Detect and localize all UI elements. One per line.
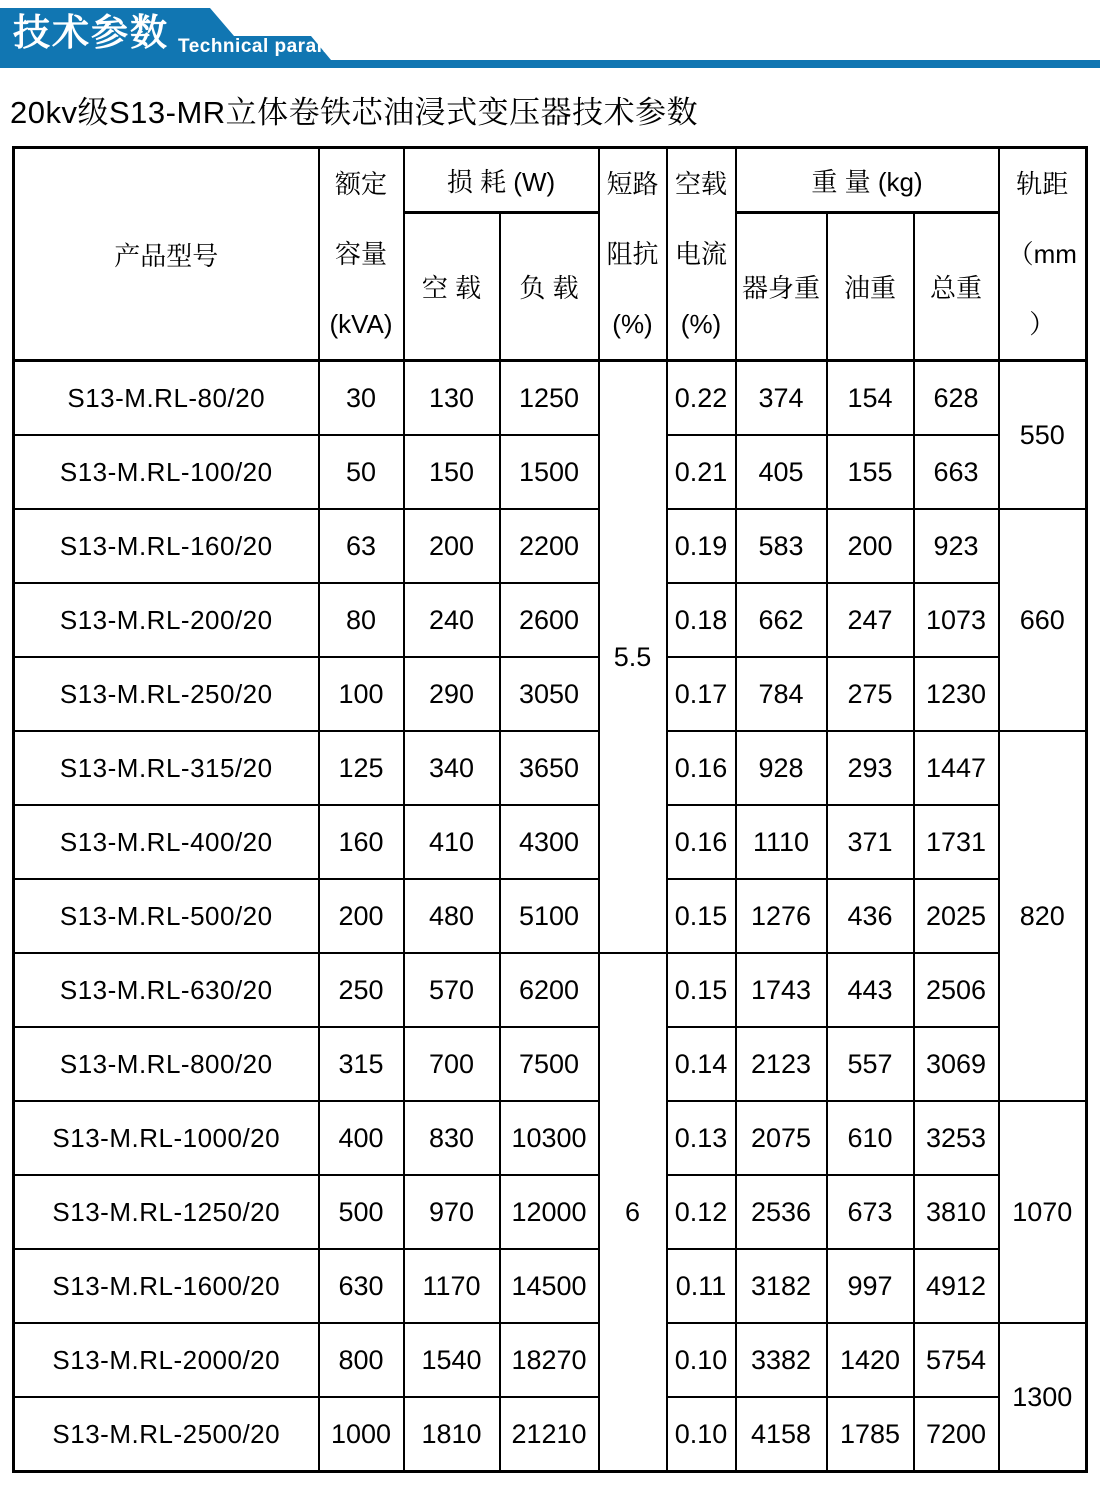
- header-capacity-line-3: (kVA): [329, 309, 393, 339]
- noload-current-cell: 0.14: [667, 1027, 736, 1101]
- table-row: [14, 879, 1087, 953]
- capacity-cell: 63: [319, 509, 404, 583]
- body-weight-cell: 2075: [736, 1101, 827, 1175]
- noload-current-cell: 0.12: [667, 1175, 736, 1249]
- body-weight-cell: 1276: [736, 879, 827, 953]
- body-weight-cell: 583: [736, 509, 827, 583]
- header-weight-group: 重 量 (kg): [736, 148, 999, 213]
- table-row: [14, 1101, 1087, 1175]
- impedance-cell: 5.5: [599, 361, 667, 954]
- header-weight-oil: 油重: [827, 213, 914, 361]
- header-capacity: [319, 148, 404, 361]
- model-cell: S13-M.RL-2000/20: [14, 1323, 319, 1397]
- table-row: [14, 731, 1087, 805]
- capacity-cell: 160: [319, 805, 404, 879]
- header-noload-current-line-3: (%): [680, 309, 722, 339]
- oil-weight-cell: 443: [827, 953, 914, 1027]
- table-row: [14, 1027, 1087, 1101]
- model-cell: S13-M.RL-250/20: [14, 657, 319, 731]
- model-cell: S13-M.RL-1250/20: [14, 1175, 319, 1249]
- total-weight-cell: 5754: [914, 1323, 999, 1397]
- header-noload-current-line-1: 空载: [674, 169, 727, 199]
- banner-title-en: Technical parameter: [178, 36, 371, 57]
- gauge-cell: 1300: [999, 1323, 1087, 1472]
- header-loss-noload: 空 载: [404, 213, 500, 361]
- oil-weight-cell: 371: [827, 805, 914, 879]
- gauge-cell: 550: [999, 361, 1087, 510]
- spec-table-body: [14, 361, 1087, 1472]
- noload-loss-cell: 240: [404, 583, 500, 657]
- capacity-cell: 125: [319, 731, 404, 805]
- body-weight-cell: 1110: [736, 805, 827, 879]
- header-capacity-lines: [320, 149, 403, 359]
- table-row: [14, 361, 1087, 436]
- capacity-cell: 315: [319, 1027, 404, 1101]
- header-noload-current-lines: [668, 149, 735, 359]
- body-weight-cell: 3382: [736, 1323, 827, 1397]
- body-weight-cell: 1743: [736, 953, 827, 1027]
- table-row: [14, 1175, 1087, 1249]
- header-impedance: [599, 148, 667, 361]
- noload-current-cell: 0.10: [667, 1397, 736, 1472]
- table-row: [14, 805, 1087, 879]
- oil-weight-cell: 247: [827, 583, 914, 657]
- load-loss-cell: 7500: [500, 1027, 599, 1101]
- model-cell: S13-M.RL-160/20: [14, 509, 319, 583]
- model-cell: S13-M.RL-2500/20: [14, 1397, 319, 1472]
- noload-current-cell: 0.16: [667, 731, 736, 805]
- model-cell: S13-M.RL-200/20: [14, 583, 319, 657]
- load-loss-cell: 10300: [500, 1101, 599, 1175]
- load-loss-cell: 2200: [500, 509, 599, 583]
- oil-weight-cell: 155: [827, 435, 914, 509]
- noload-current-cell: 0.22: [667, 361, 736, 436]
- header-loss-group: 损 耗 (W): [404, 148, 599, 213]
- oil-weight-cell: 1785: [827, 1397, 914, 1472]
- total-weight-cell: 1731: [914, 805, 999, 879]
- body-weight-cell: 3182: [736, 1249, 827, 1323]
- total-weight-cell: 1230: [914, 657, 999, 731]
- model-cell: S13-M.RL-630/20: [14, 953, 319, 1027]
- oil-weight-cell: 1420: [827, 1323, 914, 1397]
- noload-loss-cell: 150: [404, 435, 500, 509]
- total-weight-cell: 3810: [914, 1175, 999, 1249]
- oil-weight-cell: 610: [827, 1101, 914, 1175]
- total-weight-cell: 1073: [914, 583, 999, 657]
- noload-current-cell: 0.21: [667, 435, 736, 509]
- body-weight-cell: 4158: [736, 1397, 827, 1472]
- capacity-cell: 250: [319, 953, 404, 1027]
- oil-weight-cell: 154: [827, 361, 914, 436]
- noload-current-cell: 0.19: [667, 509, 736, 583]
- noload-loss-cell: 970: [404, 1175, 500, 1249]
- header-gauge: [999, 148, 1087, 361]
- capacity-cell: 50: [319, 435, 404, 509]
- header-impedance-line-1: 短路: [606, 169, 659, 199]
- capacity-cell: 500: [319, 1175, 404, 1249]
- capacity-cell: 100: [319, 657, 404, 731]
- noload-current-cell: 0.15: [667, 879, 736, 953]
- noload-current-cell: 0.18: [667, 583, 736, 657]
- header-noload-current-line-2: 电流: [674, 239, 727, 269]
- capacity-cell: 400: [319, 1101, 404, 1175]
- load-loss-cell: 6200: [500, 953, 599, 1027]
- gauge-cell: 1070: [999, 1101, 1087, 1323]
- model-cell: S13-M.RL-400/20: [14, 805, 319, 879]
- header-noload-current: [667, 148, 736, 361]
- capacity-cell: 80: [319, 583, 404, 657]
- total-weight-cell: 3069: [914, 1027, 999, 1101]
- oil-weight-cell: 673: [827, 1175, 914, 1249]
- model-cell: S13-M.RL-80/20: [14, 361, 319, 436]
- load-loss-cell: 1500: [500, 435, 599, 509]
- table-row: [14, 1249, 1087, 1323]
- capacity-cell: 630: [319, 1249, 404, 1323]
- load-loss-cell: 2600: [500, 583, 599, 657]
- noload-current-cell: 0.13: [667, 1101, 736, 1175]
- total-weight-cell: 923: [914, 509, 999, 583]
- noload-loss-cell: 340: [404, 731, 500, 805]
- impedance-cell: 6: [599, 953, 667, 1472]
- total-weight-cell: 4912: [914, 1249, 999, 1323]
- spec-table: [12, 146, 1088, 1473]
- model-cell: S13-M.RL-1600/20: [14, 1249, 319, 1323]
- table-row: [14, 1323, 1087, 1397]
- noload-loss-cell: 830: [404, 1101, 500, 1175]
- load-loss-cell: 21210: [500, 1397, 599, 1472]
- noload-current-cell: 0.17: [667, 657, 736, 731]
- body-weight-cell: 2123: [736, 1027, 827, 1101]
- header-model: 产品型号: [14, 148, 319, 361]
- capacity-cell: 800: [319, 1323, 404, 1397]
- spec-table-header: [14, 148, 1087, 361]
- noload-current-cell: 0.16: [667, 805, 736, 879]
- header-capacity-line-1: 额定: [334, 169, 387, 199]
- header-capacity-line-2: 容量: [334, 239, 387, 269]
- noload-loss-cell: 1810: [404, 1397, 500, 1472]
- body-weight-cell: 374: [736, 361, 827, 436]
- oil-weight-cell: 997: [827, 1249, 914, 1323]
- noload-loss-cell: 570: [404, 953, 500, 1027]
- model-cell: S13-M.RL-500/20: [14, 879, 319, 953]
- header-impedance-line-3: (%): [612, 309, 653, 339]
- noload-loss-cell: 130: [404, 361, 500, 436]
- oil-weight-cell: 436: [827, 879, 914, 953]
- oil-weight-cell: 200: [827, 509, 914, 583]
- model-cell: S13-M.RL-1000/20: [14, 1101, 319, 1175]
- body-weight-cell: 928: [736, 731, 827, 805]
- oil-weight-cell: 275: [827, 657, 914, 731]
- header-gauge-line-1: 轨距: [1016, 169, 1069, 199]
- total-weight-cell: 2025: [914, 879, 999, 953]
- load-loss-cell: 14500: [500, 1249, 599, 1323]
- capacity-cell: 1000: [319, 1397, 404, 1472]
- noload-current-cell: 0.15: [667, 953, 736, 1027]
- header-impedance-line-2: 阻抗: [606, 239, 659, 269]
- header-gauge-line-2: （mm: [1007, 239, 1077, 269]
- total-weight-cell: 2506: [914, 953, 999, 1027]
- model-cell: S13-M.RL-100/20: [14, 435, 319, 509]
- oil-weight-cell: 293: [827, 731, 914, 805]
- gauge-cell: 820: [999, 731, 1087, 1101]
- gauge-cell: 660: [999, 509, 1087, 731]
- noload-current-cell: 0.10: [667, 1323, 736, 1397]
- load-loss-cell: 5100: [500, 879, 599, 953]
- header-loss-load: 负 载: [500, 213, 599, 361]
- header-impedance-lines: [600, 149, 666, 359]
- noload-loss-cell: 1170: [404, 1249, 500, 1323]
- noload-loss-cell: 200: [404, 509, 500, 583]
- total-weight-cell: 7200: [914, 1397, 999, 1472]
- noload-loss-cell: 1540: [404, 1323, 500, 1397]
- load-loss-cell: 18270: [500, 1323, 599, 1397]
- body-weight-cell: 784: [736, 657, 827, 731]
- load-loss-cell: 1250: [500, 361, 599, 436]
- header-weight-body: 器身重: [736, 213, 827, 361]
- load-loss-cell: 12000: [500, 1175, 599, 1249]
- body-weight-cell: 405: [736, 435, 827, 509]
- noload-loss-cell: 290: [404, 657, 500, 731]
- header-gauge-line-3: ）: [1029, 309, 1056, 339]
- banner: [0, 0, 1100, 72]
- table-row: [14, 583, 1087, 657]
- total-weight-cell: 1447: [914, 731, 999, 805]
- table-row: [14, 435, 1087, 509]
- body-weight-cell: 2536: [736, 1175, 827, 1249]
- noload-loss-cell: 480: [404, 879, 500, 953]
- load-loss-cell: 4300: [500, 805, 599, 879]
- header-weight-total: 总重: [914, 213, 999, 361]
- capacity-cell: 200: [319, 879, 404, 953]
- page-title: 20kv级S13-MR立体卷铁芯油浸式变压器技术参数: [10, 95, 699, 130]
- table-row: [14, 1397, 1087, 1472]
- noload-current-cell: 0.11: [667, 1249, 736, 1323]
- capacity-cell: 30: [319, 361, 404, 436]
- body-weight-cell: 662: [736, 583, 827, 657]
- load-loss-cell: 3650: [500, 731, 599, 805]
- model-cell: S13-M.RL-800/20: [14, 1027, 319, 1101]
- model-cell: S13-M.RL-315/20: [14, 731, 319, 805]
- table-row: [14, 953, 1087, 1027]
- table-row: [14, 509, 1087, 583]
- load-loss-cell: 3050: [500, 657, 599, 731]
- oil-weight-cell: 557: [827, 1027, 914, 1101]
- total-weight-cell: 628: [914, 361, 999, 436]
- noload-loss-cell: 410: [404, 805, 500, 879]
- header-gauge-lines: [1000, 149, 1086, 359]
- total-weight-cell: 663: [914, 435, 999, 509]
- noload-loss-cell: 700: [404, 1027, 500, 1101]
- total-weight-cell: 3253: [914, 1101, 999, 1175]
- table-row: [14, 657, 1087, 731]
- banner-title-cn: 技术参数: [13, 12, 169, 53]
